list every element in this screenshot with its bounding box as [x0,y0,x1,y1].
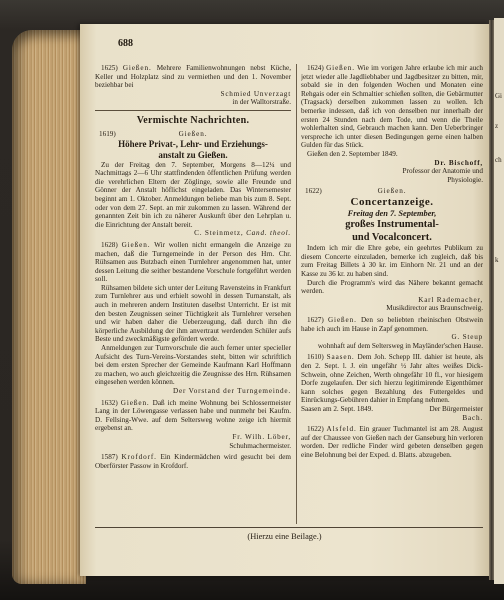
ad-signature: Der Vorstand der Turngemeinde. [173,387,291,395]
ad-place: Gießen. [327,315,357,324]
ad-paragraph [301,64,483,150]
ad-1619 [95,130,291,238]
ad-signature-title: Musikdirector aus Braunschweig. [386,304,483,313]
ad-place: Gießen. [377,187,407,196]
ad-body: Den so beliebten rheinischen Obstwein habe ich auch im Hause in Zapf genommen. [301,315,483,333]
ad-place: Gießen. [326,64,355,72]
ad-place: Gießen. [178,129,208,138]
column-divider [296,64,297,524]
ad-place: Gießen. [120,398,150,407]
concert-date: Freitag den 7. September, [347,208,437,218]
ad-paragraph-2: Durch die Programm's wird das Nähere bekannt gemacht werden. [301,278,483,296]
ad-signature-trade: Schuhmachermeister. [229,441,291,450]
section-rule [95,110,291,111]
ad-body: Ein Kindermädchen wird gesucht bei dem Oberförster Passow in Krofdorf. [95,453,291,470]
ad-body: Wir wollen nicht ermangeln die Anzeige zu machen, daß die Turngemeinde in der Person des Hrn. Chr. Rühsamen aus Butzbach einen Turnlehrer angenommen hat, unter dessen Leitung die seither bestandene Vorschule fortgeführt werden soll. [95,240,291,284]
ad-signature [95,229,291,238]
concert-title: Concertanzeige. [350,195,434,208]
ad-body: Ein grauer Tuchmantel ist am 28. August auf der Chaussee von Gießen nach der Ganseburg hin verloren worden. Der redliche Finder wird gebeten denselben gegen eine Belohnung bei der Exped. d. Blatts. abzugeben. [301,425,483,459]
ad-signature-address: in der Walltorstraße. [232,98,291,107]
ad-1622-concert [301,187,483,313]
ad-paragraph [301,425,483,459]
page-number: 688 [118,38,133,49]
ad-paragraph [301,316,483,333]
ad-title-line-2: anstalt zu Gießen. [158,149,228,160]
ad-date-signature-row [301,405,483,414]
ad-paragraph [95,64,291,90]
right-column [301,64,483,524]
ad-body: Dem Joh. Schepp III. dahier ist heute, als den 2. Sept. l. J. ein ungefähr ½ Jahr altes weißes Dick-Schwein, ohne Zeichen, Werth ohngefähr 10 fl., vor hiesigem Dorfe zugelaufen. Der sich hierzu legitimirende Eigenthümer kann solches gegen Bezahlung des Futtergeldes und Einrückungs-Gebühren dahier in Empfang nehmen. [301,353,483,405]
ad-heading-line [95,130,291,139]
ad-number: 1622) [307,425,324,434]
ad-date: Saasen am 2. Sept. 1849. [301,404,374,413]
ad-body: Wie im vorigen Jahre erlaube ich mir auch jetzt wieder alle Jagdliebhaber und Jagdbesitzer zu bitten, mir, sobald sie in den folgenden Wochen und Monaten eine Rehgais oder ein Schmaltier schießen sollten, die Gebärmutter (Tragsack) derselben zukommen lassen zu wollen. Ich bemerke indessen, daß ich von denselben nur innerhalb der ersten 24 Stunden nach dem Tode, und wenn die Theile wohlerhalten sind, Gebrauch machen kann. Den Ueberbringer verspreche ich unter diesen Bedingungen gerne einen halben Gulden für das Stück. [301,64,483,150]
ad-title-line-1: Höhere Privat-, Lehr- und Erziehungs- [118,138,268,149]
ad-date: Gießen den 2. September 1849. [307,149,398,158]
ad-number: 1625) [101,64,118,72]
section-title: Vermischte Nachrichten. [136,114,250,126]
ad-body: Zu der Freitag den 7. September, Morgens 8—12¼ und Nachmittags 2—6 Uhr stattfindenden öffentlichen Prüfung werden die verehrlichen Eltern der Zöglinge, sowie alle Freunde und Gönner der Anstalt höflichst eingeladen. Das Wintersemester beginnt am 1. Oktober. Anmeldungen beliebe man bis zum 8. Sept. oder von dem 27. Sept. an mir zukommen zu lassen. Während der genannten Zeit bin ich zu näherer Auskunft über den Lehrplan u. die Einrichtung der Anstalt bereit. [95,160,291,229]
ad-1628 [95,241,291,396]
ad-signature: G. Steup [451,333,483,342]
ad-1627 [301,316,483,350]
concert-headline-1: großes Instrumental- [345,219,439,231]
ad-paragraph [95,399,291,433]
next-page-fragment: Gi [495,92,502,100]
ad-1610 [301,353,483,422]
ad-signature: Dr. Bischoff, [434,158,483,167]
ad-number: 1587) [101,453,118,462]
ad-number: 1627) [307,315,324,324]
ad-signature-name: Bach. [462,413,483,422]
ad-paragraph [301,353,483,405]
page-footer: (Hierzu eine Beilage.) [247,532,322,541]
ad-signature: Schmied Unverzagt [220,89,291,98]
ad-place: Saasen. [326,353,355,362]
ad-heading-line [301,187,483,196]
concert-headline-2: und Vocalconcert. [352,231,432,243]
ad-signature-address: wohnhaft auf dem Seltersweg in Mayländer'schen Hause. [317,341,483,350]
ad-1622-alsfeld [301,425,483,459]
ad-signature: Karl Rademacher, [418,295,483,304]
ad-body: Daß ich meine Wohnung bei Schlossermeister Lang in der Löwengasse verlassen habe und nunmehr bei Kaufm. D. Fellsing-Wwe. auf dem Seltersweg wohne zeige ich hiermit ergebenst an. [95,398,291,433]
ad-1625 [95,64,291,107]
ad-signature: Fr. Wilh. Löber, [232,432,291,441]
ad-paragraph [95,241,291,284]
left-column [95,64,291,524]
ad-number: 1628) [101,240,118,249]
ad-paragraph-2: Rühsamen bildete sich unter der Leitung Ravensteins in Frankfurt zum Turnlehrer aus und erhielt sowohl in dessen Turnanstalt, als auch in mehreren andern Instituten daselbst Unterricht. Er ist mit den besten Zeugnissen seiner Tüchtigkeit als Turnlehrer versehen und wir haben daher die Ueberzeugung, daß durch ihn die körperliche Ausbildung der ihm anvertraut werdenden Schüler aufs Beste und zweckmäßigste gefördert werde. [95,283,291,344]
ad-place: Krofdorf. [121,453,157,462]
ad-number: 1619) [99,129,116,138]
ad-1587 [95,453,291,470]
next-page-fragment: k [495,256,499,264]
ad-paragraph [95,453,291,470]
signature-name: C. Steinmetz, [194,229,244,238]
ad-1624 [301,64,483,184]
ad-signature: Der Bürgermeister [429,404,483,413]
page-stack-edge [12,30,86,584]
ad-body: Indem ich mir die Ehre gebe, ein geehrtes Publikum zu diesem Concerte einzuladen, bemerke ich zugleich, daß bis zum Freitag Billets à 30 kr. im Einhorn Nr. 21 und an der Kasse zu 36 kr. zu haben sind. [301,244,483,278]
ad-number: 1622) [305,187,322,196]
ad-place: Gießen. [121,240,151,249]
ad-number: 1624) [307,64,324,72]
next-page-fragment: ch [495,156,502,164]
ad-number: 1632) [101,398,118,407]
ad-place: Alsfeld. [326,425,357,434]
ad-signature-title-2: Physiologie. [447,175,483,184]
footer-rule [95,527,483,528]
ad-paragraph-3: Anmeldungen zur Turnvorschule die auch ferner unter specieller Aufsicht des Turn-Vereins-Vorstandes steht, bitten wir schriftlich bei dem ersten Sprecher der Gemeinde Kaufmann Karl Hoffmann zu machen, wo auch gleichzeitig die Zeugnisse des Hrn. Rühsamen eingesehen werden können. [95,344,291,387]
ad-signature-title: Professor der Anatomie und [402,167,483,176]
ad-1632 [95,399,291,451]
ad-place: Gießen. [122,64,152,72]
signature-title: Cand. theol. [246,229,291,238]
ad-number: 1610) [307,353,324,362]
next-page-edge [494,18,504,584]
next-page-fragment: z [495,122,499,130]
ad-body: Mehrere Familienwohnungen nebst Küche, Keller und Holzplatz sind zu vermiethen und den 1. November beziehbar bei [95,64,291,90]
newspaper-page [80,24,489,576]
